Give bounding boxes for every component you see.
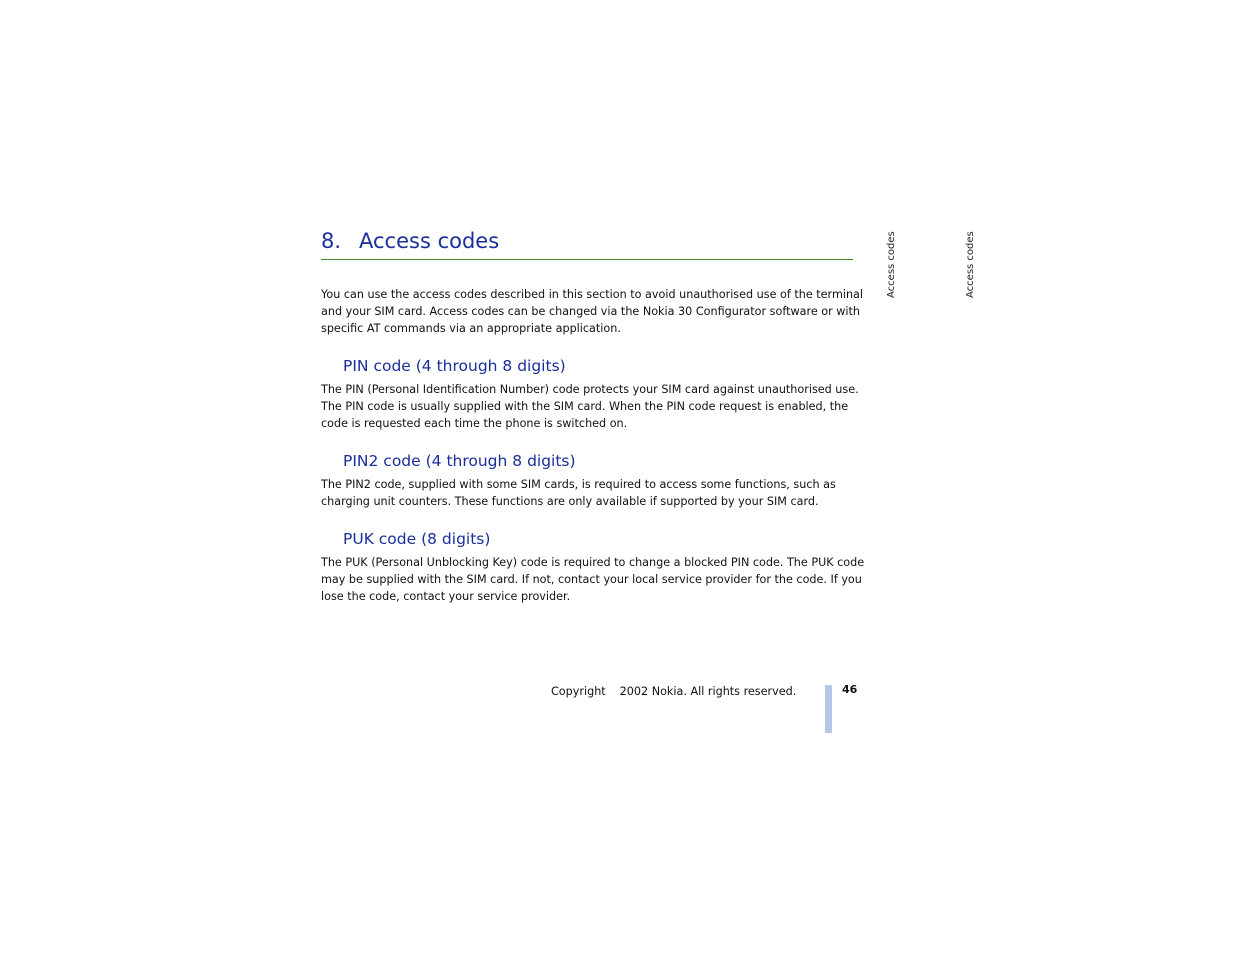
section-heading-puk: PUK code (8 digits) (343, 530, 491, 548)
page-number: 46 (842, 683, 858, 696)
chapter-title: Access codes (359, 229, 500, 253)
section-heading-pin: PIN code (4 through 8 digits) (343, 357, 566, 375)
side-running-head: Access codes (886, 231, 897, 298)
section-body-pin: The PIN (Personal Identification Number) code protects your SIM card against unauthorised use. The PIN code is usually supplied with the SIM card. When the PIN code request is enabled, the code is requested each time the phone is switched on. (321, 383, 859, 430)
section-body-pin2: The PIN2 code, supplied with some SIM cards, is required to access some functions, such as charging unit counters. These functions are only available if supported by your SIM card. (321, 478, 836, 508)
title-rule (321, 259, 853, 260)
side-running-head-duplicate: Access codes (965, 231, 976, 298)
section-heading-pin2: PIN2 code (4 through 8 digits) (343, 452, 576, 470)
section-body-puk: The PUK (Personal Unblocking Key) code is required to change a blocked PIN code. The PUK code may be supplied with the SIM card. If not, contact your local service provider for the code. If you lose the code, contact your service provider. (321, 556, 865, 603)
footer-copyright (551, 683, 796, 700)
page-title (321, 226, 499, 256)
intro-paragraph: You can use the access codes described in this section to avoid unauthorised use of the terminal and your SIM card. Access codes can be changed via the Nokia 30 Configurator software or with specific AT commands via an appropriate application. (321, 288, 864, 335)
copyright-word: Copyright (551, 685, 606, 698)
footer-accent-bar (825, 685, 832, 733)
copyright-text: 2002 Nokia. All rights reserved. (619, 685, 797, 698)
chapter-number: 8. (321, 229, 342, 253)
